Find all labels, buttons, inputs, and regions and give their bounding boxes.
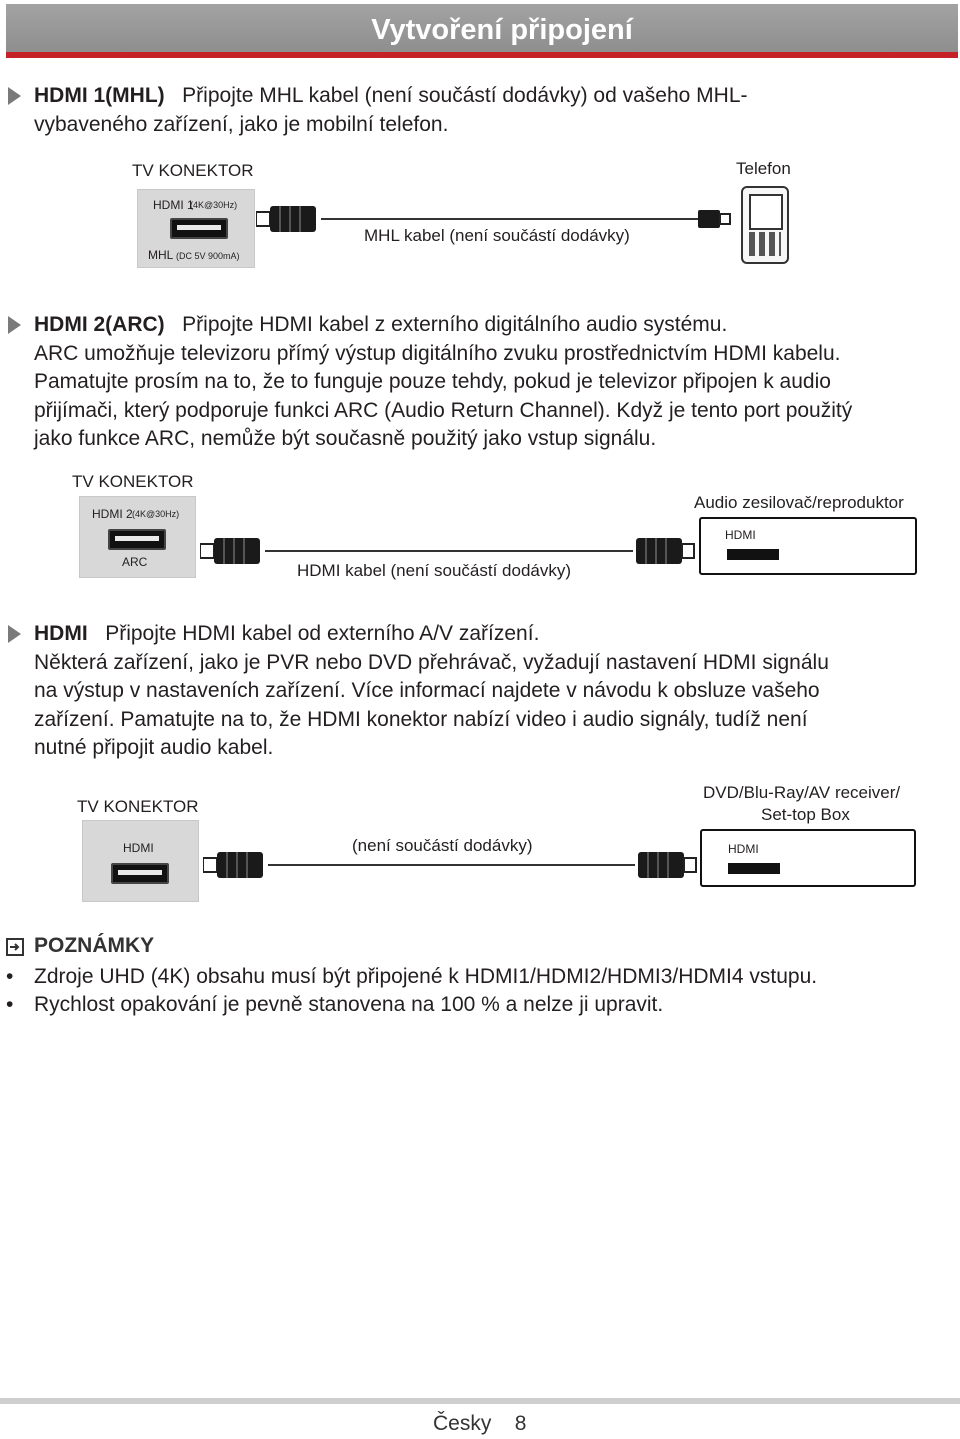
phone-icon — [741, 186, 789, 264]
section-line: přijímači, který podporuje funkci ARC (Audio Return Channel). Když je tento port použitý — [34, 398, 853, 422]
hdmi-plug-icon — [256, 204, 322, 234]
device-label: DVD/Blu-Ray/AV receiver/ — [703, 783, 901, 802]
page-footer — [433, 1412, 526, 1436]
tv-connector-label: TV KONEKTOR — [132, 161, 254, 180]
hdmi-plug-icon — [632, 850, 698, 880]
notes-title: POZNÁMKY — [34, 934, 155, 957]
section-line: Některá zařízení, jako je PVR nebo DVD přehrávač, vyžadují nastavení HDMI signálu — [34, 650, 829, 674]
port-sublabel: (4K@30Hz) — [132, 509, 180, 519]
audio-system-icon — [699, 517, 917, 575]
hdmi-cable — [268, 864, 635, 866]
section-line: jako funkce ARC, nemůže být současně použitý jako vstup signálu. — [34, 427, 657, 450]
tv-port-panel — [82, 820, 199, 902]
cable-label: HDMI kabel (není součástí dodávky) — [297, 561, 572, 580]
hdmi-plug-icon — [203, 850, 269, 880]
footer-rule — [0, 1398, 960, 1404]
device-port-label: HDMI — [725, 528, 756, 542]
port-sublabel: (4K@30Hz) — [190, 200, 238, 210]
section-label: HDMI 2(ARC) — [34, 313, 165, 336]
hdmi-port-icon — [727, 549, 779, 560]
section-line: na výstup v nastaveních zařízení. Více informací najdete v návodu k obsluze vašeho — [34, 679, 820, 702]
triangle-bullet-icon — [8, 87, 21, 105]
page-title: Vytvoření připojení — [371, 14, 633, 46]
cable-label: (není součástí dodávky) — [352, 836, 533, 855]
device-label: Set-top Box — [761, 805, 850, 824]
triangle-bullet-icon — [8, 625, 21, 643]
notes-icon — [6, 938, 24, 956]
section-line: ARC umožňuje televizoru přímý výstup digitálního zvuku prostřednictvím HDMI kabelu. — [34, 341, 841, 365]
footer-language: Česky — [433, 1412, 492, 1435]
section-line: Připojte MHL kabel (není součástí dodávky) od vašeho MHL- — [182, 84, 748, 107]
bullet-icon: • — [6, 993, 14, 1016]
section-line: nutné připojit audio kabel. — [34, 736, 274, 759]
triangle-bullet-icon — [8, 316, 21, 334]
tv-port-panel — [137, 189, 255, 268]
cable-label: MHL kabel (není součástí dodávky) — [364, 226, 630, 245]
device-label: Audio zesilovač/reproduktor — [694, 493, 904, 512]
tv-connector-label: TV KONEKTOR — [77, 797, 199, 816]
hdmi-plug-icon — [200, 536, 266, 566]
header-accent-line — [6, 52, 958, 58]
mhl-sublabel: (DC 5V 900mA) — [176, 251, 240, 261]
section-line: Připojte HDMI kabel od externího A/V zařízení. — [105, 622, 540, 645]
section-line: Připojte HDMI kabel z externího digitálního audio systému. — [182, 313, 728, 336]
tv-connector-label: TV KONEKTOR — [72, 472, 194, 491]
mhl-cable — [321, 218, 699, 220]
section-line: zařízení. Pamatujte na to, že HDMI konektor nabízí video i audio signály, tudíž není — [34, 707, 808, 731]
hdmi-port-icon — [170, 218, 228, 239]
tv-port-panel — [79, 496, 196, 578]
micro-usb-plug-icon — [698, 208, 732, 230]
dvd-player-icon — [700, 829, 916, 887]
page-number: 8 — [514, 1412, 527, 1435]
note-item: Rychlost opakování je pevně stanovena na 100 % a nelze ji upravit. — [34, 993, 664, 1016]
port-label: HDMI 1 — [153, 198, 194, 212]
arc-label: ARC — [122, 555, 148, 569]
device-port-label: HDMI — [728, 842, 759, 856]
hdmi-port-icon — [108, 529, 166, 550]
port-label: HDMI 2 — [92, 507, 133, 521]
section-label: HDMI 1(MHL) — [34, 84, 165, 107]
hdmi-cable — [265, 550, 633, 552]
section-line: vybaveného zařízení, jako je mobilní telefon. — [34, 112, 449, 136]
header-bar — [6, 4, 958, 52]
device-label: Telefon — [736, 159, 791, 178]
bullet-icon: • — [6, 965, 14, 988]
port-label: HDMI — [123, 841, 154, 855]
note-item: Zdroje UHD (4K) obsahu musí být připojené k HDMI1/HDMI2/HDMI3/HDMI4 vstupu. — [34, 965, 818, 988]
hdmi-plug-icon — [630, 536, 696, 566]
section-line: Pamatujte prosím na to, že to funguje pouze tehdy, pokud je televizor připojen k audio — [34, 370, 831, 393]
section-label: HDMI — [34, 622, 88, 645]
mhl-label: MHL — [148, 248, 174, 262]
hdmi-port-icon — [111, 863, 169, 884]
hdmi-port-icon — [728, 863, 780, 874]
